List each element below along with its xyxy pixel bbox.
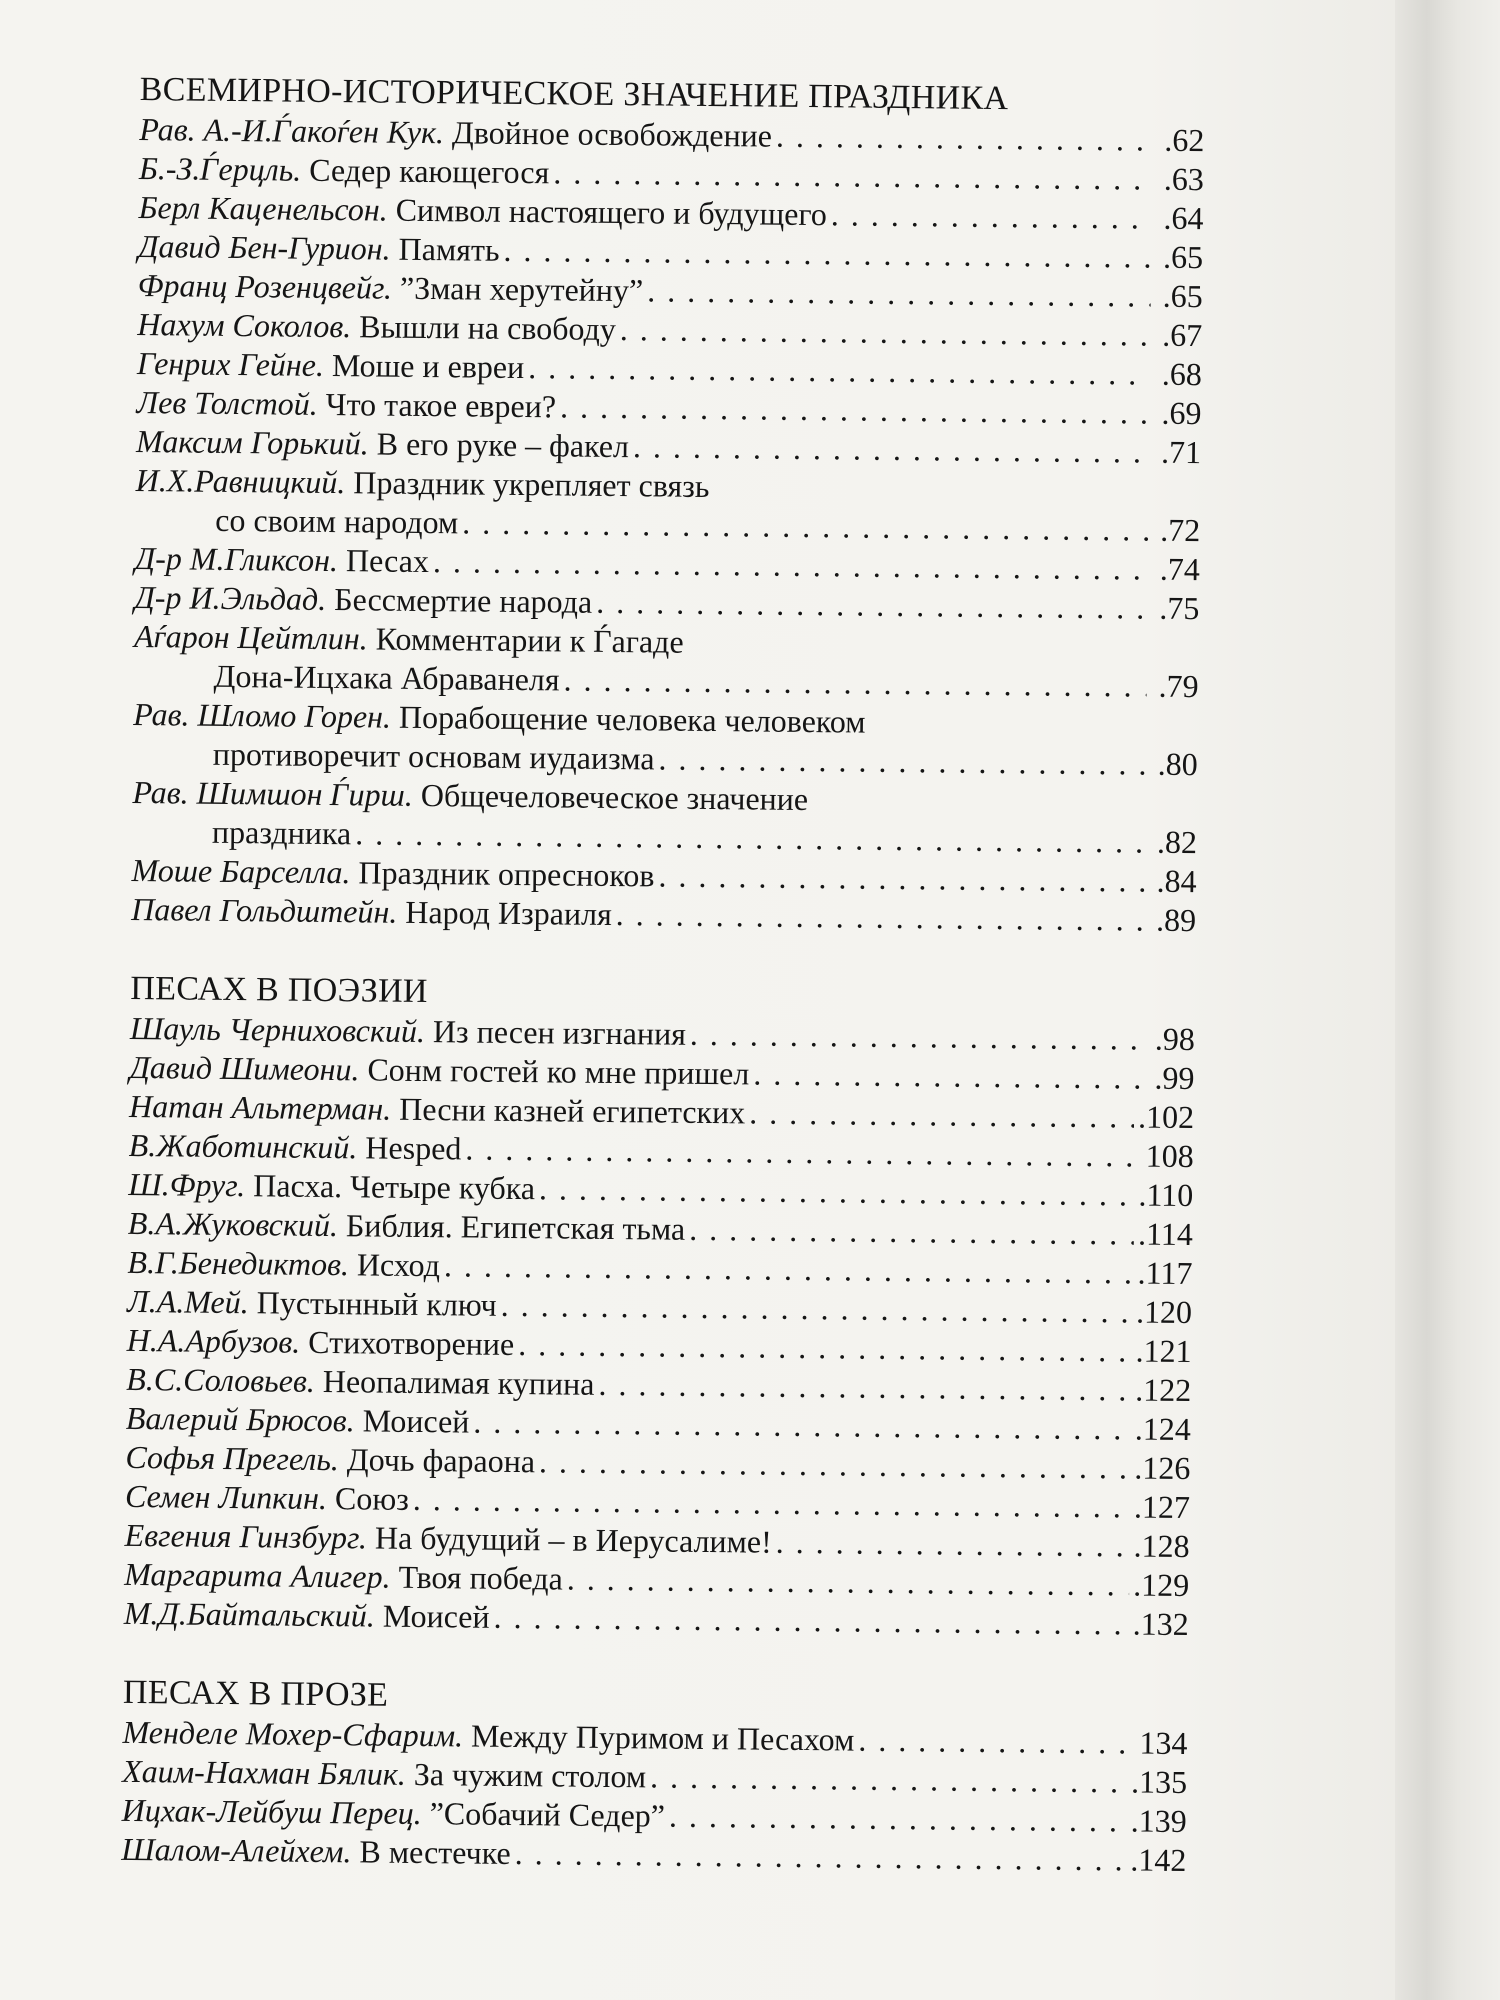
- dot-leader: [560, 387, 1150, 432]
- entry-author: В.С.Соловьев.: [126, 1360, 316, 1399]
- entry-title: Праздник опресноков: [358, 854, 655, 894]
- entry-title: ”Зман херутейну”: [399, 269, 644, 309]
- entry-author: Семен Липкин.: [124, 1477, 328, 1517]
- entry-page-number: .67: [1162, 316, 1203, 354]
- entry-author: И.Х.Равницкий.: [135, 461, 346, 501]
- entry-page-number: .127: [1133, 1488, 1191, 1526]
- dot-leader: [567, 1560, 1130, 1605]
- entry-page-number: .98: [1154, 1020, 1196, 1058]
- entry-title: Стихотворение: [308, 1323, 515, 1362]
- dot-leader: [831, 195, 1152, 237]
- entry-page-number: .89: [1155, 901, 1197, 939]
- entry-author: Генрих Гейне.: [136, 344, 325, 383]
- dot-leader: [753, 1054, 1143, 1097]
- entry-page-number: .82: [1156, 823, 1198, 861]
- entry-page-number: .102: [1137, 1098, 1195, 1136]
- entry-page-number: .139: [1130, 1802, 1187, 1840]
- entry-title: Hesped: [365, 1129, 462, 1167]
- entry-title: Пустынный ключ: [256, 1284, 497, 1323]
- entry-page-number: .142: [1130, 1841, 1187, 1879]
- dot-leader: [596, 583, 1148, 628]
- entry-title: Песах: [345, 542, 430, 580]
- entry-title: Народ Израиля: [405, 893, 612, 932]
- entry-title: Пасха. Четыре кубка: [253, 1167, 536, 1207]
- dot-leader: [689, 1210, 1134, 1254]
- entry-author: Максим Горький.: [135, 422, 369, 462]
- entry-title: На будущий – в Иерусалиме!: [374, 1519, 772, 1560]
- entry-author: Д-р И.Эльдад.: [134, 578, 327, 617]
- entry-title: Комментарии к Ѓагаде: [375, 620, 684, 660]
- dot-leader: [473, 1403, 1131, 1449]
- entry-author: Ицхак-Лейбуш Перец.: [121, 1791, 422, 1832]
- section-heading: ПЕСАХ В ПОЭЗИИ: [130, 969, 428, 1011]
- entry-title: Моше и евреи: [331, 347, 525, 386]
- dot-leader: [503, 231, 1151, 277]
- dot-leader: [616, 895, 1145, 940]
- entry-title: Между Пуримом и Песахом: [470, 1717, 855, 1758]
- entry-title: Неопалимая купина: [322, 1362, 595, 1402]
- entry-author: Лев Толстой.: [136, 383, 318, 422]
- entry-title: Моисей: [382, 1597, 490, 1635]
- dot-leader: [669, 1797, 1127, 1841]
- entry-title-continuation: Дона-Ицхака Абраванеля: [213, 657, 560, 698]
- entry-author: Рав. Шломо Горен.: [133, 695, 392, 735]
- entry-page-number: .122: [1135, 1371, 1192, 1409]
- entry-page-number: 108: [1145, 1137, 1194, 1175]
- section-heading: ПЕСАХ В ПРОЗЕ: [122, 1673, 389, 1714]
- dot-leader: [647, 271, 1151, 315]
- entry-page-number: .75: [1159, 589, 1200, 627]
- entry-title: В местечке: [359, 1833, 511, 1871]
- entry-author: М.Д.Байтальский.: [123, 1594, 376, 1634]
- dot-leader: [518, 1325, 1132, 1370]
- dot-leader: [690, 1015, 1143, 1059]
- entry-page-number: .120: [1135, 1293, 1193, 1331]
- entry-author: Моше Барселла.: [131, 851, 351, 891]
- entry-page-number: .132: [1132, 1605, 1189, 1643]
- dot-leader: [776, 117, 1153, 160]
- entry-author: Павел Гольдштейн.: [131, 890, 398, 930]
- dot-leader: [658, 739, 1146, 783]
- dot-leader: [539, 1442, 1131, 1487]
- entry-author: Аѓарон Цейтлин.: [133, 617, 368, 657]
- entry-title: Общечеловеческое значение: [420, 776, 809, 818]
- entry-page-number: .69: [1161, 394, 1202, 432]
- entry-page-number: .80: [1157, 745, 1198, 783]
- entry-author: Нахум Соколов.: [137, 305, 352, 345]
- entry-author: Берл Каценельсон.: [138, 188, 388, 228]
- dot-leader: [563, 660, 1146, 705]
- dot-leader: [598, 1365, 1131, 1410]
- entry-title: Порабощение человека человеком: [398, 698, 866, 740]
- entry-page-number: .126: [1134, 1449, 1191, 1487]
- entry-author: Шауль Черниховский.: [129, 1009, 426, 1050]
- entry-page-number: .117: [1137, 1254, 1193, 1292]
- dot-leader: [528, 348, 1150, 394]
- entry-page-number: .65: [1162, 277, 1203, 315]
- entry-title: Праздник укрепляет связь: [353, 464, 710, 504]
- entry-title-continuation: противоречит основам иудаизма: [212, 735, 655, 777]
- entry-page-number: .99: [1154, 1059, 1195, 1097]
- entry-author: Натан Альтерман.: [128, 1087, 392, 1127]
- entry-page-number: .110: [1138, 1176, 1194, 1214]
- entry-title: Союз: [334, 1480, 410, 1517]
- dot-leader: [749, 1093, 1134, 1136]
- entry-author: Давид Шимеони.: [129, 1048, 360, 1088]
- entry-title: Вышли на свободу: [359, 308, 617, 347]
- dot-leader: [539, 1169, 1135, 1214]
- entry-author: Б.-З.Ѓерцль.: [138, 149, 302, 188]
- table-of-contents: [121, 70, 1205, 1880]
- dot-leader: [858, 1721, 1136, 1763]
- entry-page-number: 134: [1139, 1724, 1188, 1762]
- entry-page-number: .135: [1130, 1763, 1188, 1801]
- entry-title: Исход: [356, 1246, 441, 1284]
- entry-title: Память: [398, 230, 500, 268]
- entry-title: ”Собачий Седер”: [429, 1795, 666, 1834]
- dot-leader: [620, 310, 1151, 355]
- entry-page-number: .71: [1160, 433, 1202, 471]
- entry-author: Давид Бен-Гурион.: [137, 227, 391, 267]
- entry-author: Л.А.Мей.: [126, 1282, 249, 1321]
- entry-title-continuation: со своим народом: [215, 501, 459, 541]
- dot-leader: [658, 856, 1145, 900]
- entry-title: Библия. Египетская тьма: [345, 1207, 686, 1247]
- entry-page-number: .72: [1160, 511, 1201, 549]
- entry-author: В.Г.Бенедиктов.: [127, 1243, 350, 1283]
- dot-leader: [650, 1757, 1127, 1801]
- entry-page-number: .63: [1163, 160, 1205, 198]
- entry-title: Что такое евреи?: [325, 385, 557, 425]
- page-gutter: [1395, 0, 1500, 2000]
- entry-author: Софья Прегель.: [125, 1438, 340, 1478]
- entry-title: Моисей: [362, 1402, 470, 1440]
- entry-page-number: .128: [1133, 1527, 1190, 1565]
- dot-leader: [633, 427, 1149, 471]
- entry-author: Хаим-Нахман Бялик.: [121, 1752, 407, 1792]
- dot-leader: [776, 1523, 1130, 1566]
- entry-page-number: .84: [1156, 862, 1197, 900]
- entry-title-continuation: праздника: [211, 813, 352, 852]
- entry-author: Н.А.Арбузов.: [126, 1321, 301, 1360]
- dot-leader: [500, 1286, 1132, 1332]
- entry-author: Менделе Мохер-Сфарим.: [122, 1713, 464, 1754]
- entry-author: В.А.Жуковский.: [127, 1204, 339, 1244]
- entry-title: В его руке – факел: [376, 425, 630, 465]
- entry-title: За чужим столом: [413, 1755, 647, 1795]
- entry-title: Дочь фараона: [346, 1441, 536, 1480]
- entry-title: Твоя победа: [398, 1558, 563, 1597]
- entry-title: Песни казней египетских: [399, 1090, 746, 1131]
- entry-title: Двойное освобождение: [451, 114, 773, 154]
- entry-page-number: .65: [1162, 238, 1204, 276]
- entry-page-number: .64: [1163, 199, 1204, 237]
- dot-leader: [493, 1598, 1129, 1644]
- entry-title: Бессмертие народа: [334, 581, 593, 620]
- entry-author: Евгения Гинзбург.: [124, 1516, 368, 1556]
- entry-author: Ш.Фруг.: [128, 1165, 246, 1204]
- entry-author: Д-р М.Гликсон.: [134, 539, 339, 579]
- section-heading: ВСЕМИРНО-ИСТОРИЧЕСКОЕ ЗНАЧЕНИЕ ПРАЗДНИКА: [139, 70, 1009, 118]
- entry-author: Шалом-Алейхем.: [121, 1830, 352, 1870]
- entry-title: Сонм гостей ко мне пришел: [367, 1051, 750, 1092]
- dot-leader: [514, 1834, 1126, 1879]
- entry-page-number: .79: [1158, 667, 1199, 705]
- entry-page-number: .114: [1137, 1215, 1194, 1253]
- entry-author: Маргарита Алигер.: [124, 1555, 391, 1595]
- entry-title: Из песен изгнания: [432, 1013, 687, 1052]
- entry-page-number: .124: [1134, 1410, 1192, 1448]
- entry-author: Валерий Брюсов.: [125, 1399, 355, 1439]
- entry-page-number: .121: [1135, 1332, 1192, 1370]
- entry-title: Седер кающегося: [309, 151, 550, 191]
- entry-page-number: .129: [1133, 1566, 1190, 1604]
- entry-author: В.Жаботинский.: [128, 1126, 358, 1166]
- entry-page-number: .68: [1161, 355, 1203, 393]
- entry-author: Рав. Шимшон Ѓирш.: [132, 773, 414, 813]
- dot-leader: [553, 153, 1152, 198]
- entry-page-number: .62: [1164, 121, 1205, 159]
- entry-page-number: .74: [1159, 550, 1201, 588]
- entry-author: Рав. А.-И.Ѓакоѓен Кук.: [139, 110, 445, 151]
- entry-author: Франц Розенцвейг.: [137, 266, 393, 306]
- entry-title: Символ настоящего и будущего: [395, 191, 828, 233]
